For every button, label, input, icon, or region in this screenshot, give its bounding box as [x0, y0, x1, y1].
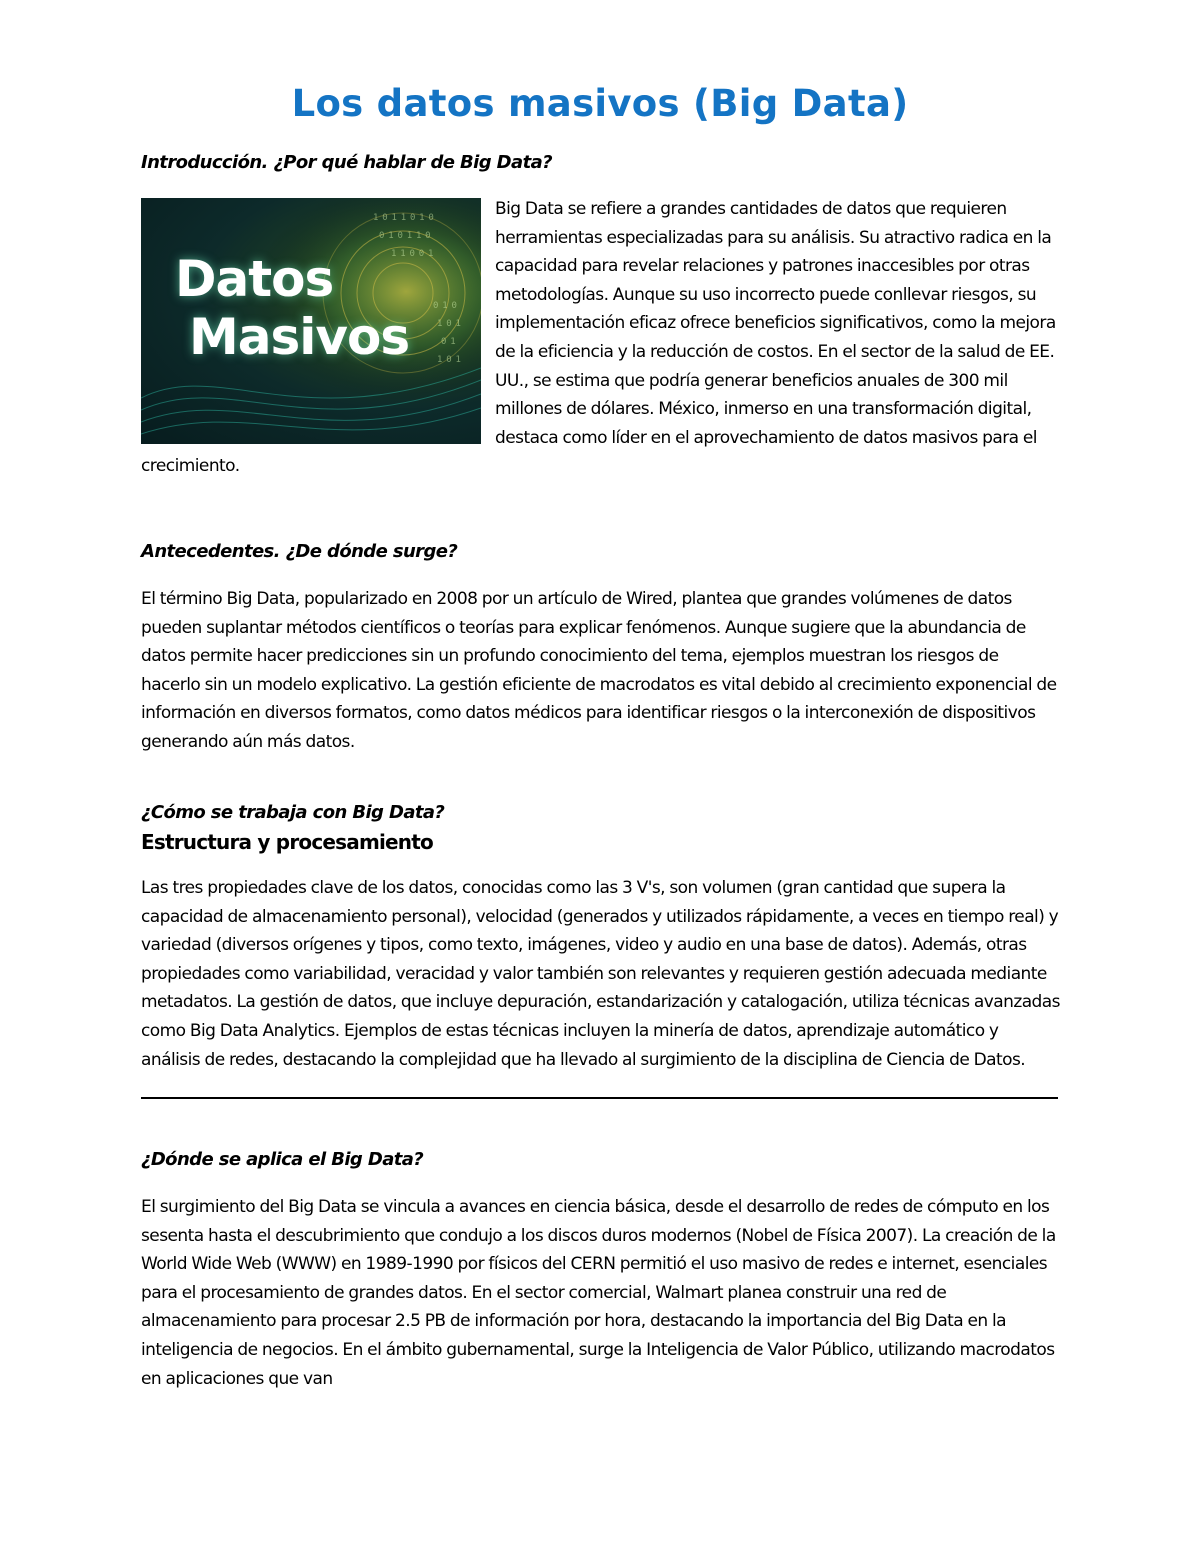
intro-section: [141, 195, 1061, 481]
document-title: Los datos masivos (Big Data): [291, 82, 909, 125]
datos-masivos-image: [141, 198, 481, 444]
antecedentes-paragraph: El término Big Data, popularizado en 2008 por un artículo de Wired, plantea que grandes volúmenes de datos pueden suplantar métodos científicos o teorías para explicar fenómenos. Aunque sugiere que la abundancia de datos permite hacer predicciones sin un profundo conocimiento del tema, ejemplos muestran los riesgos de hacerlo sin un modelo explicativo. La gestión eficiente de macrodatos es vital debido al crecimiento exponencial de información en diversos formatos, como datos médicos para identificar riesgos o la interconexión de dispositivos generando aún más datos.: [141, 589, 1057, 752]
antecedentes-heading: Antecedentes. ¿De dónde surge?: [141, 541, 458, 562]
svg-text:1 0 1: 1 0 1: [437, 355, 461, 365]
svg-text:0 1 0: 0 1 0: [433, 301, 457, 311]
image-caption: [175, 250, 409, 366]
como-paragraph: Las tres propiedades clave de los datos, conocidas como las 3 V's, son volumen (gran cantidad que supera la capacidad de almacenamiento personal), velocidad (generados y utilizados rápidamente, a veces en tiempo real) y variedad (diversos orígenes y tipos, como texto, imágenes, video y audio en una base de datos). Además, otras propiedades como variabilidad, veracidad y valor también son relevantes y requieren gestión adecuada mediante metadatos. La gestión de datos, que incluye depuración, estandarización y catalogación, utiliza técnicas avanzadas como Big Data Analytics. Ejemplos de estas técnicas incluyen la minería de datos, aprendizaje automático y análisis de redes, destacando la complejidad que ha llevado al surgimiento de la disciplina de Ciencia de Datos.: [141, 878, 1060, 1070]
image-caption-line2: Masivos: [189, 308, 410, 366]
svg-text:1 1 0 0 1: 1 1 0 0 1: [391, 249, 433, 259]
svg-text:1 0 1: 1 0 1: [437, 319, 461, 329]
svg-text:0 1: 0 1: [441, 337, 456, 347]
intro-paragraph: Big Data se refiere a grandes cantidades de datos que requieren herramientas especializadas para su análisis. Su atractivo radica en la capacidad para revelar relaciones y patrones inaccesibles por otras metodologías. Aunque su uso incorrecto puede conllevar riesgos, su implementación eficaz ofrece beneficios significativos, como la mejora de la eficiencia y la reducción de costos. En el sector de la salud de EE. UU., se estima que podría generar beneficios anuales de 300 mil millones de dólares. México, inmerso en una transformación digital, destaca como líder en el aprovechamiento de datos masivos para el crecimiento.: [141, 199, 1056, 477]
como-subheading: Estructura y procesamiento: [141, 830, 433, 854]
svg-text:0 1 0 1 1 0: 0 1 0 1 1 0: [379, 231, 431, 241]
intro-heading: Introducción. ¿Por qué hablar de Big Data?: [141, 152, 552, 173]
image-caption-line1: Datos: [175, 250, 334, 308]
svg-text:1 0 1 1 0 1 0: 1 0 1 1 0 1 0: [373, 213, 434, 223]
como-heading: ¿Cómo se trabaja con Big Data?: [141, 802, 445, 823]
section-divider: [141, 1097, 1058, 1099]
donde-heading: ¿Dónde se aplica el Big Data?: [141, 1149, 424, 1170]
donde-paragraph: El surgimiento del Big Data se vincula a avances en ciencia básica, desde el desarrollo de redes de cómputo en los sesenta hasta el descubrimiento que condujo a los discos duros modernos (Nobel de Física 2007). La creación de la World Wide Web (WWW) en 1989-1990 por físicos del CERN permitió el uso masivo de redes e internet, esenciales para el procesamiento de grandes datos. En el sector comercial, Walmart planea construir una red de almacenamiento para procesar 2.5 PB de información por hora, destacando la importancia del Big Data en la inteligencia de negocios. En el ámbito gubernamental, surge la Inteligencia de Valor Público, utilizando macrodatos en aplicaciones que van: [141, 1197, 1056, 1389]
